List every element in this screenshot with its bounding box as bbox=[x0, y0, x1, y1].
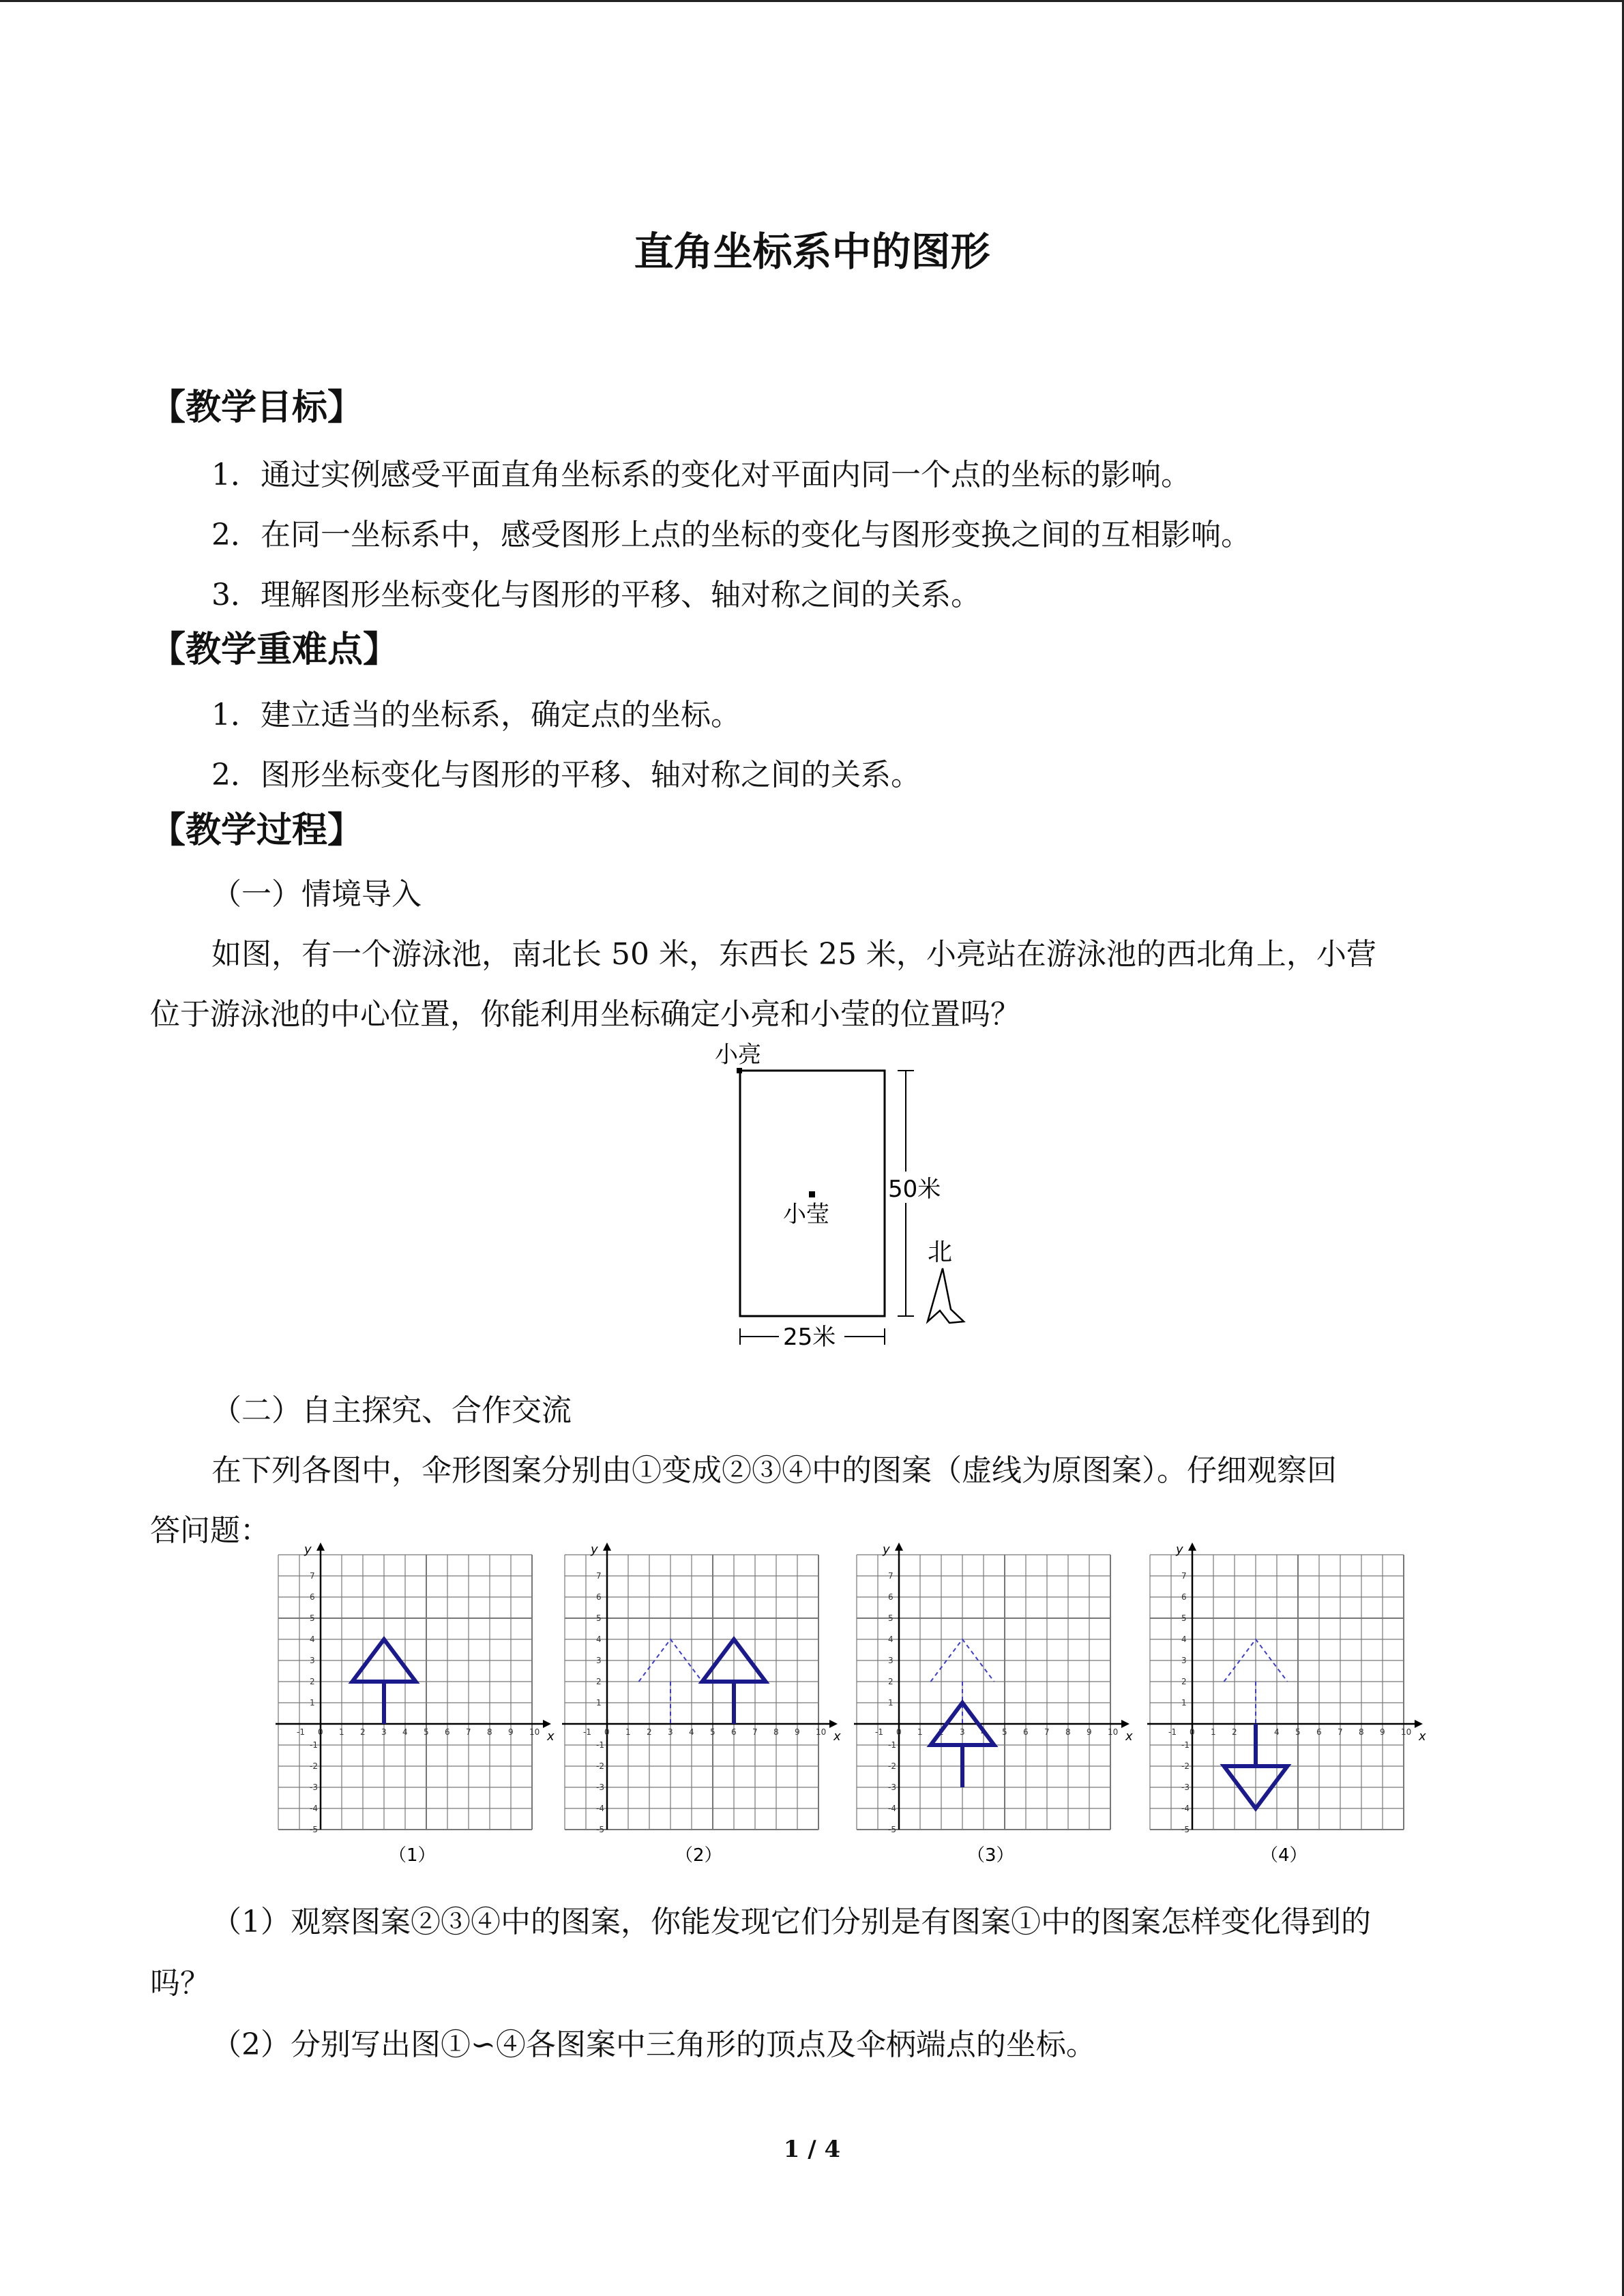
y-tick-label: 3 bbox=[596, 1656, 602, 1665]
y-tick-label: -4 bbox=[888, 1804, 896, 1813]
x-tick-label: 9 bbox=[1380, 1727, 1385, 1737]
grid-figures-row bbox=[0, 1542, 1624, 1875]
x-tick-label: -1 bbox=[297, 1727, 305, 1737]
y-tick-label: 6 bbox=[310, 1592, 315, 1602]
label-north: 北 bbox=[928, 1238, 953, 1266]
y-tick-label: -1 bbox=[888, 1740, 896, 1750]
y-tick-label: -5 bbox=[596, 1825, 604, 1834]
x-axis-arrow-icon bbox=[543, 1720, 551, 1728]
x-tick-label: 5 bbox=[1295, 1727, 1301, 1737]
y-axis-label: y bbox=[591, 1542, 598, 1557]
x-tick-label: 8 bbox=[1359, 1727, 1364, 1737]
y-tick-label: 5 bbox=[310, 1613, 315, 1623]
y-axis-label: y bbox=[883, 1542, 890, 1557]
x-tick-label: 4 bbox=[402, 1727, 408, 1737]
x-tick-label: 0 bbox=[604, 1727, 610, 1737]
x-tick-label: 9 bbox=[1087, 1727, 1092, 1737]
x-tick-label: 1 bbox=[917, 1727, 923, 1737]
y-tick-label: 4 bbox=[888, 1635, 894, 1644]
y-tick-label: -1 bbox=[310, 1740, 318, 1750]
y-tick-label: 3 bbox=[310, 1656, 315, 1665]
x-tick-label: 2 bbox=[939, 1727, 944, 1737]
y-tick-label: 6 bbox=[888, 1592, 894, 1602]
question-1-line2: 吗？ bbox=[150, 1966, 210, 2001]
y-axis-arrow-icon bbox=[603, 1542, 611, 1551]
xiaoliang-point bbox=[737, 1068, 742, 1073]
heading-process: 【教学过程】 bbox=[150, 810, 364, 851]
y-tick-label: 6 bbox=[596, 1592, 602, 1602]
x-tick-label: 7 bbox=[466, 1727, 471, 1737]
x-tick-label: 7 bbox=[1338, 1727, 1343, 1737]
y-tick-label: -2 bbox=[888, 1761, 896, 1771]
y-tick-label: 7 bbox=[1181, 1571, 1187, 1581]
x-tick-label: 1 bbox=[1211, 1727, 1216, 1737]
y-tick-label: 7 bbox=[888, 1571, 894, 1581]
coordinate-grid-2 bbox=[558, 1542, 841, 1866]
label-xiaoying: 小莹 bbox=[783, 1201, 829, 1228]
y-tick-label: 5 bbox=[888, 1613, 894, 1623]
y-tick-label: -3 bbox=[596, 1783, 604, 1792]
x-axis-label: x bbox=[833, 1729, 841, 1744]
coordinate-grid-3 bbox=[850, 1542, 1133, 1866]
x-tick-label: -1 bbox=[875, 1727, 883, 1737]
x-tick-label: 2 bbox=[1232, 1727, 1237, 1737]
part2-paragraph-line2: 答问题： bbox=[150, 1513, 270, 1548]
x-tick-label: 6 bbox=[1316, 1727, 1322, 1737]
x-tick-label: -1 bbox=[583, 1727, 591, 1737]
x-tick-label: 6 bbox=[731, 1727, 737, 1737]
x-axis-arrow-icon bbox=[1121, 1720, 1130, 1728]
x-tick-label: 1 bbox=[339, 1727, 344, 1737]
question-1-line1: （1）观察图案②③④中的图案，你能发现它们分别是有图案①中的图案怎样变化得到的 bbox=[211, 1905, 1371, 1939]
x-tick-label: -1 bbox=[1168, 1727, 1177, 1737]
x-tick-label: 7 bbox=[752, 1727, 758, 1737]
pool-figure bbox=[703, 1037, 989, 1357]
y-tick-label: -4 bbox=[596, 1804, 604, 1813]
y-tick-label: 5 bbox=[1181, 1613, 1187, 1623]
grid-caption-1: （1） bbox=[389, 1845, 436, 1866]
objective-item-3: 3．理解图形坐标变化与图形的平移、轴对称之间的关系。 bbox=[211, 578, 981, 612]
heading-objectives: 【教学目标】 bbox=[150, 387, 364, 428]
x-tick-label: 7 bbox=[1044, 1727, 1050, 1737]
part1-title: （一）情境导入 bbox=[211, 877, 422, 912]
y-tick-label: 4 bbox=[596, 1635, 602, 1644]
grid-caption-2: （2） bbox=[675, 1845, 722, 1866]
x-tick-label: 6 bbox=[445, 1727, 450, 1737]
x-tick-label: 5 bbox=[424, 1727, 429, 1737]
y-tick-label: -1 bbox=[596, 1740, 604, 1750]
y-tick-label: 3 bbox=[888, 1656, 894, 1665]
key-point-item-2: 2．图形坐标变化与图形的平移、轴对称之间的关系。 bbox=[211, 758, 921, 792]
x-axis-label: x bbox=[1419, 1729, 1426, 1744]
y-tick-label: 1 bbox=[596, 1698, 602, 1708]
x-tick-label: 10 bbox=[816, 1727, 827, 1737]
x-tick-label: 3 bbox=[1253, 1727, 1258, 1737]
y-tick-label: -3 bbox=[310, 1783, 318, 1792]
y-tick-label: 2 bbox=[1181, 1677, 1187, 1686]
x-tick-label: 4 bbox=[689, 1727, 694, 1737]
x-tick-label: 0 bbox=[1190, 1727, 1195, 1737]
part1-paragraph-line2: 位于游泳池的中心位置，你能利用坐标确定小亮和小莹的位置吗？ bbox=[150, 997, 1020, 1032]
y-tick-label: 1 bbox=[888, 1698, 894, 1708]
x-axis-arrow-icon bbox=[829, 1720, 838, 1728]
heading-key-points: 【教学重难点】 bbox=[150, 629, 399, 670]
x-tick-label: 8 bbox=[1065, 1727, 1071, 1737]
y-axis-label: y bbox=[304, 1542, 312, 1557]
y-tick-label: 2 bbox=[596, 1677, 602, 1686]
x-axis-arrow-icon bbox=[1415, 1720, 1423, 1728]
page-number: 1 / 4 bbox=[783, 2136, 841, 2163]
objective-item-1: 1．通过实例感受平面直角坐标系的变化对平面内同一个点的坐标的影响。 bbox=[211, 458, 1191, 492]
y-tick-label: 1 bbox=[310, 1698, 315, 1708]
x-tick-label: 3 bbox=[381, 1727, 387, 1737]
north-arrow-icon bbox=[928, 1268, 964, 1323]
y-tick-label: -4 bbox=[1181, 1804, 1190, 1813]
y-tick-label: 2 bbox=[888, 1677, 894, 1686]
y-tick-label: 4 bbox=[310, 1635, 315, 1644]
part1-paragraph-line1: 如图，有一个游泳池，南北长 50 米，东西长 25 米，小亮站在游泳池的西北角上，小营 bbox=[211, 937, 1376, 972]
xiaoying-point bbox=[809, 1191, 815, 1197]
grid-caption-3: （3） bbox=[967, 1845, 1014, 1866]
y-axis-arrow-icon bbox=[895, 1542, 903, 1551]
x-tick-label: 10 bbox=[1401, 1727, 1412, 1737]
x-tick-label: 6 bbox=[1023, 1727, 1029, 1737]
x-axis-label: x bbox=[1125, 1729, 1133, 1744]
key-point-item-1: 1．建立适当的坐标系，确定点的坐标。 bbox=[211, 698, 741, 732]
x-tick-label: 2 bbox=[647, 1727, 652, 1737]
y-tick-label: 3 bbox=[1181, 1656, 1187, 1665]
y-tick-label: -2 bbox=[1181, 1761, 1190, 1771]
x-tick-label: 8 bbox=[487, 1727, 492, 1737]
x-tick-label: 5 bbox=[1002, 1727, 1007, 1737]
objective-item-2: 2．在同一坐标系中，感受图形上点的坐标的变化与图形变换之间的互相影响。 bbox=[211, 518, 1251, 552]
x-tick-label: 8 bbox=[773, 1727, 779, 1737]
y-tick-label: 1 bbox=[1181, 1698, 1187, 1708]
y-axis-arrow-icon bbox=[1188, 1542, 1196, 1551]
x-tick-label: 4 bbox=[981, 1727, 986, 1737]
x-tick-label: 5 bbox=[710, 1727, 715, 1737]
y-tick-label: -5 bbox=[1181, 1825, 1190, 1834]
grid-caption-4: （4） bbox=[1260, 1845, 1308, 1866]
x-tick-label: 4 bbox=[1274, 1727, 1280, 1737]
label-length: 50米 bbox=[888, 1176, 941, 1203]
y-tick-label: -5 bbox=[310, 1825, 318, 1834]
x-tick-label: 2 bbox=[360, 1727, 366, 1737]
page-title: 直角坐标系中的图形 bbox=[634, 228, 990, 275]
part2-paragraph-line1: 在下列各图中，伞形图案分别由①变成②③④中的图案（虚线为原图案）。仔细观察回 bbox=[211, 1453, 1337, 1488]
x-tick-label: 3 bbox=[960, 1727, 965, 1737]
y-tick-label: -2 bbox=[596, 1761, 604, 1771]
x-tick-label: 10 bbox=[529, 1727, 540, 1737]
coordinate-grid-1 bbox=[271, 1542, 555, 1866]
x-tick-label: 0 bbox=[896, 1727, 902, 1737]
x-tick-label: 3 bbox=[668, 1727, 673, 1737]
y-tick-label: 4 bbox=[1181, 1635, 1187, 1644]
x-tick-label: 10 bbox=[1108, 1727, 1119, 1737]
part2-title: （二）自主探究、合作交流 bbox=[211, 1393, 572, 1428]
y-tick-label: 5 bbox=[596, 1613, 602, 1623]
x-tick-label: 9 bbox=[508, 1727, 514, 1737]
y-tick-label: 6 bbox=[1181, 1592, 1187, 1602]
x-axis-label: x bbox=[547, 1729, 555, 1744]
y-axis-label: y bbox=[1176, 1542, 1183, 1557]
y-tick-label: 7 bbox=[596, 1571, 602, 1581]
y-tick-label: -3 bbox=[1181, 1783, 1190, 1792]
question-2: （2）分别写出图①∽④各图案中三角形的顶点及伞柄端点的坐标。 bbox=[211, 2027, 1096, 2062]
x-tick-label: 9 bbox=[795, 1727, 800, 1737]
x-tick-label: 0 bbox=[318, 1727, 323, 1737]
y-tick-label: -3 bbox=[888, 1783, 896, 1792]
y-axis-arrow-icon bbox=[316, 1542, 325, 1551]
label-width: 25米 bbox=[783, 1324, 836, 1351]
y-tick-label: -4 bbox=[310, 1804, 318, 1813]
x-tick-label: 1 bbox=[625, 1727, 631, 1737]
y-tick-label: -2 bbox=[310, 1761, 318, 1771]
y-tick-label: -1 bbox=[1181, 1740, 1190, 1750]
page-border-top bbox=[0, 0, 1624, 2]
y-tick-label: 7 bbox=[310, 1571, 315, 1581]
coordinate-grid-4 bbox=[1143, 1542, 1426, 1866]
y-tick-label: 2 bbox=[310, 1677, 315, 1686]
label-xiaoliang: 小亮 bbox=[715, 1041, 761, 1069]
y-tick-label: -5 bbox=[888, 1825, 896, 1834]
